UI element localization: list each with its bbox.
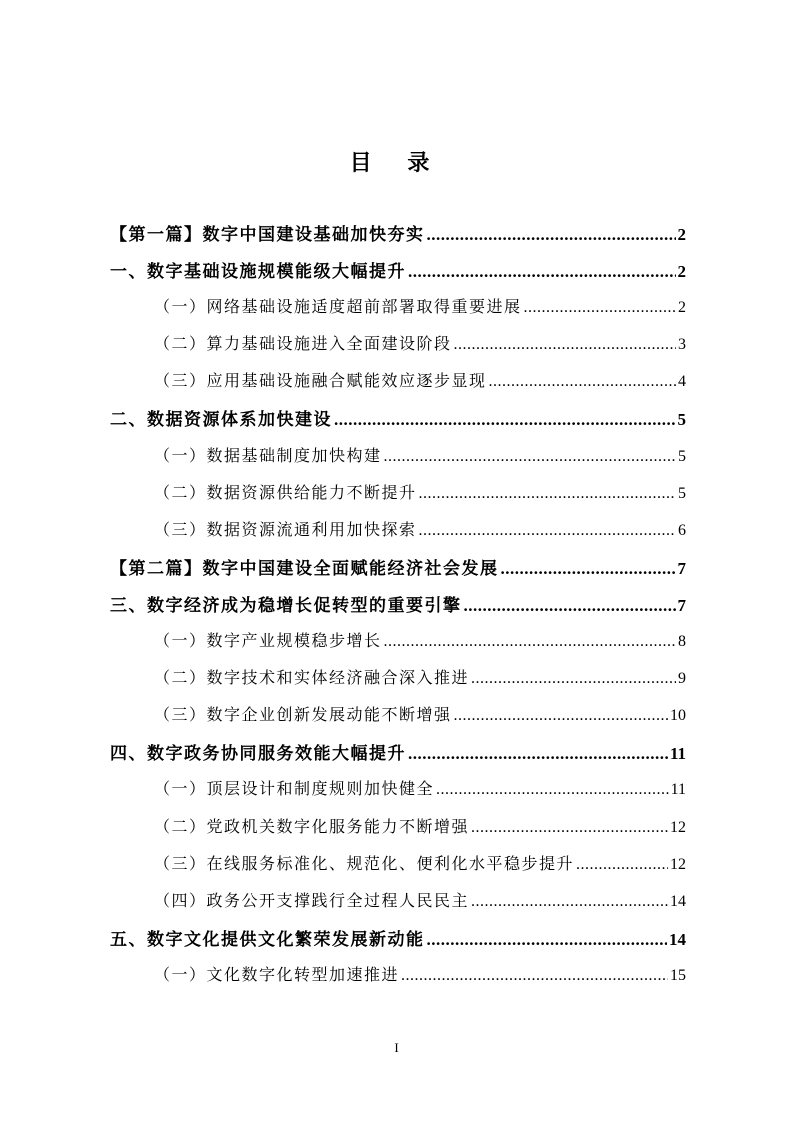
toc-entry[interactable] bbox=[110, 591, 686, 628]
toc-leader-dots bbox=[419, 485, 676, 503]
toc-entry-page: 7 bbox=[677, 558, 686, 578]
toc-entry-page: 12 bbox=[670, 818, 686, 836]
toc-entry-page: 15 bbox=[670, 966, 686, 984]
toc-entry-page: 2 bbox=[677, 262, 686, 282]
toc-entry-label: （三）在线服务标准化、规范化、便利化水平稳步提升 bbox=[154, 853, 575, 873]
toc-entry-label: （三）应用基础设施融合赋能效应逐步显现 bbox=[154, 371, 487, 391]
toc-entry[interactable] bbox=[110, 220, 686, 257]
toc-entry[interactable] bbox=[110, 368, 686, 405]
toc-entry-page: 14 bbox=[670, 892, 686, 910]
toc-leader-dots bbox=[489, 373, 676, 391]
toc-leader-dots bbox=[464, 596, 676, 616]
toc-leader-dots bbox=[524, 299, 676, 317]
toc-entry[interactable] bbox=[110, 851, 686, 888]
toc-entry[interactable] bbox=[110, 554, 686, 591]
toc-leader-dots bbox=[436, 781, 669, 799]
toc-leader-dots bbox=[427, 930, 668, 950]
toc-entry-label: （四）政务公开支撑践行全过程人民民主 bbox=[154, 890, 470, 910]
toc-entry[interactable] bbox=[110, 443, 686, 480]
toc-entry-page: 14 bbox=[669, 929, 686, 949]
toc-leader-dots bbox=[334, 410, 676, 430]
toc-entry[interactable] bbox=[110, 925, 686, 962]
toc-entry-label: （一）数字产业规模稳步增长 bbox=[154, 631, 382, 651]
toc-entry-page: 8 bbox=[678, 633, 686, 651]
toc-entry[interactable] bbox=[110, 776, 686, 813]
toc-leader-dots bbox=[419, 522, 676, 540]
toc-entry-label: （三）数据资源流通利用加快探索 bbox=[154, 519, 417, 539]
toc-entry[interactable] bbox=[110, 814, 686, 851]
toc-leader-dots bbox=[501, 559, 676, 579]
toc-leader-dots bbox=[384, 448, 676, 466]
toc-entry-label: 【第一篇】数字中国建设基础加快夯实 bbox=[110, 225, 425, 245]
toc-entry[interactable] bbox=[110, 628, 686, 665]
toc-entry[interactable] bbox=[110, 962, 686, 999]
toc-leader-dots bbox=[471, 819, 668, 837]
toc-entry-page: 10 bbox=[670, 707, 686, 725]
table-of-contents bbox=[110, 220, 686, 999]
toc-entry-label: 五、数字文化提供文化繁荣发展新动能 bbox=[110, 929, 425, 950]
toc-leader-dots bbox=[384, 633, 676, 651]
toc-entry[interactable] bbox=[110, 257, 686, 294]
toc-leader-dots bbox=[576, 856, 668, 874]
toc-entry-page: 9 bbox=[678, 670, 686, 688]
toc-entry[interactable] bbox=[110, 294, 686, 331]
toc-entry-label: （二）党政机关数字化服务能力不断增强 bbox=[154, 816, 470, 836]
toc-entry-label: （一）数据基础制度加快构建 bbox=[154, 445, 382, 465]
toc-entry-label: 二、数据资源体系加快建设 bbox=[110, 410, 332, 431]
toc-entry[interactable] bbox=[110, 665, 686, 702]
toc-entry-page: 2 bbox=[677, 225, 686, 244]
toc-entry-page: 5 bbox=[677, 410, 686, 430]
toc-leader-dots bbox=[408, 262, 676, 282]
toc-entry[interactable] bbox=[110, 331, 686, 368]
toc-leader-dots bbox=[427, 225, 676, 245]
toc-entry-label: 三、数字经济成为稳增长促转型的重要引擎 bbox=[110, 595, 462, 616]
toc-entry-page: 5 bbox=[678, 447, 686, 465]
toc-entry-label: （三）数字企业创新发展动能不断增强 bbox=[154, 705, 452, 725]
toc-entry[interactable] bbox=[110, 739, 686, 776]
toc-leader-dots bbox=[471, 893, 668, 911]
toc-entry[interactable] bbox=[110, 405, 686, 442]
toc-entry-label: 四、数字政务协同服务效能大幅提升 bbox=[110, 744, 406, 765]
toc-entry[interactable] bbox=[110, 888, 686, 925]
toc-leader-dots bbox=[471, 670, 676, 688]
toc-entry-label: 一、数字基础设施规模能级大幅提升 bbox=[110, 262, 406, 283]
toc-entry-label: （二）数据资源供给能力不断提升 bbox=[154, 482, 417, 502]
toc-entry-label: （一）顶层设计和制度规则加快健全 bbox=[154, 779, 435, 799]
toc-entry-page: 11 bbox=[669, 744, 686, 764]
page-title: 目 录 bbox=[349, 150, 444, 176]
toc-entry-page: 7 bbox=[677, 595, 686, 615]
toc-leader-dots bbox=[408, 744, 668, 764]
toc-entry-label: （一）网络基础设施适度超前部署取得重要进展 bbox=[154, 297, 522, 317]
toc-entry[interactable] bbox=[110, 480, 686, 517]
toc-entry-page: 5 bbox=[678, 484, 686, 502]
toc-entry[interactable] bbox=[110, 517, 686, 554]
toc-entry-page: 12 bbox=[670, 855, 686, 873]
toc-entry-label: （二）算力基础设施进入全面建设阶段 bbox=[154, 334, 452, 354]
toc-leader-dots bbox=[454, 336, 676, 354]
toc-entry-label: 【第二篇】数字中国建设全面赋能经济社会发展 bbox=[110, 558, 499, 579]
toc-entry-page: 4 bbox=[678, 373, 686, 391]
toc-entry-page: 11 bbox=[670, 781, 686, 799]
toc-entry-label: （二）数字技术和实体经济融合深入推进 bbox=[154, 668, 470, 688]
toc-entry-label: （一）文化数字化转型加速推进 bbox=[154, 964, 400, 984]
page-number: I bbox=[394, 1040, 399, 1055]
toc-entry-page: 3 bbox=[678, 336, 686, 354]
toc-entry-page: 2 bbox=[678, 299, 686, 317]
toc-entry[interactable] bbox=[110, 702, 686, 739]
toc-leader-dots bbox=[401, 967, 668, 985]
toc-entry-page: 6 bbox=[678, 521, 686, 539]
toc-leader-dots bbox=[454, 707, 668, 725]
